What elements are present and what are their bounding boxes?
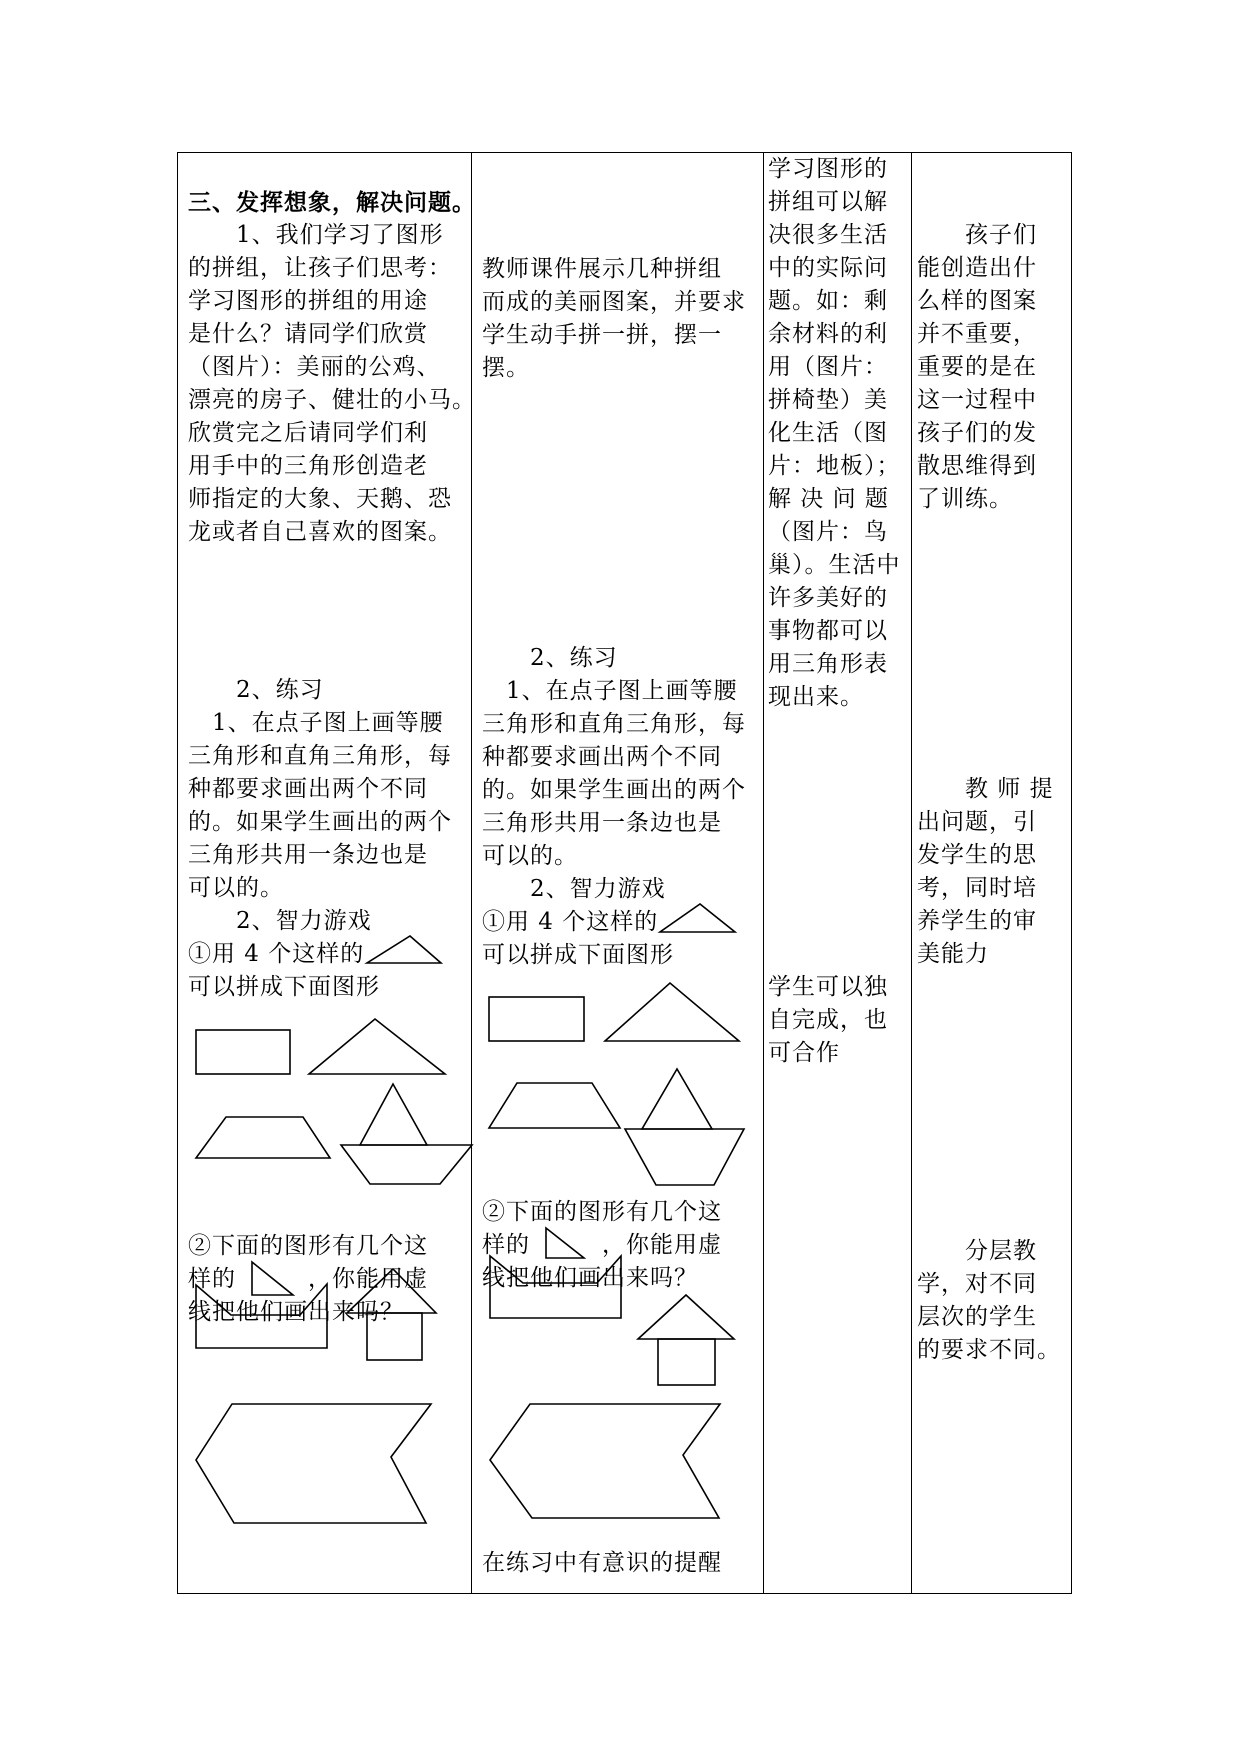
text-line: 中的实际问 (768, 255, 888, 281)
text-line: 题。如：剩 (768, 288, 888, 314)
col1-practice (188, 674, 452, 938)
text-line: 发学生的思 (917, 842, 1037, 868)
text-line: 孩子们的发 (917, 420, 1037, 446)
col3-text (768, 153, 901, 714)
text-line: 解 决 问 题 (768, 486, 889, 512)
text-line: 三角形共用一条边也是 (188, 842, 428, 868)
section-heading: 三、发挥想象，解决问题。 (188, 189, 476, 216)
col1-game2 (188, 1230, 428, 1329)
text-line: 散思维得到 (917, 453, 1037, 479)
column-divider (763, 152, 764, 1594)
text-line: ②下面的图形有几个这 (482, 1199, 722, 1225)
col2-game1-line: ①用 4 个这样的 (482, 909, 659, 935)
text-line: 的。如果学生画出的两个 (188, 809, 452, 835)
text-line: 能创造出什 (917, 255, 1037, 281)
text-line: 摆。 (482, 355, 530, 381)
text-line: 考，同时培 (917, 875, 1037, 901)
text-line: 片：地板）； (768, 453, 901, 479)
text-line: 教 师 提 (917, 776, 1054, 802)
text-line: 学，对不同 (917, 1271, 1037, 1297)
text-line: 样的 ，你能用虚 (482, 1232, 722, 1258)
col1-game1-line2: 可以拼成下面图形 (188, 974, 380, 1000)
text-line: （图片：鸟 (768, 519, 888, 545)
text-line: 决很多生活 (768, 222, 888, 248)
col2-practice (482, 642, 746, 906)
text-line: 种都要求画出两个不同 (188, 776, 428, 802)
col2-game1-line2: 可以拼成下面图形 (482, 942, 674, 968)
text-line: 现出来。 (768, 684, 864, 710)
text-line: 三角形和直角三角形，每 (188, 743, 452, 769)
column-divider (911, 152, 912, 1594)
text-line: 的。如果学生画出的两个 (482, 777, 746, 803)
text-line: 三角形和直角三角形，每 (482, 711, 746, 737)
text-line: 拼椅垫）美 (768, 387, 888, 413)
text-line: 漂亮的房子、健壮的小马。 (188, 387, 476, 413)
text-line: 用三角形表 (768, 651, 888, 677)
text-line: 是什么？请同学们欣赏 (188, 321, 428, 347)
col1-intro (188, 219, 476, 549)
text-line: 可以的。 (188, 875, 284, 901)
text-line: 线把他们画出来吗？ (482, 1265, 698, 1291)
text-line: 龙或者自己喜欢的图案。 (188, 519, 452, 545)
text-line: 2、智力游戏 (482, 876, 666, 902)
text-line: 样的 ，你能用虚 (188, 1266, 428, 1292)
text-line: 的拼组，让孩子们思考： (188, 255, 452, 281)
col4-text3 (917, 1235, 1061, 1367)
text-line: 用手中的三角形创造老 (188, 453, 428, 479)
text-line: 2、练习 (188, 677, 324, 703)
text-line: 事物都可以 (768, 618, 888, 644)
text-line: 学生动手拼一拼，摆一 (482, 322, 722, 348)
text-line: 师指定的大象、天鹅、恐 (188, 486, 452, 512)
text-line: 1、在点子图上画等腰 (482, 678, 738, 704)
text-line: 出问题，引 (917, 809, 1037, 835)
text-line: 学习图形的拼组的用途 (188, 288, 428, 314)
text-line: 么样的图案 (917, 288, 1037, 314)
text-line: 2、智力游戏 (188, 908, 372, 934)
text-line: 可以的。 (482, 843, 578, 869)
col4-text2 (917, 773, 1054, 971)
text-line: 这一过程中 (917, 387, 1037, 413)
text-line: 教师课件展示几种拼组 (482, 256, 722, 282)
text-line: 养学生的审 (917, 908, 1037, 934)
col2-game2 (482, 1196, 722, 1295)
text-line: 线把他们画出来吗？ (188, 1299, 404, 1325)
text-line: 化生活（图 (768, 420, 888, 446)
text-line: 而成的美丽图案，并要求 (482, 289, 746, 315)
text-line: 拼组可以解 (768, 189, 888, 215)
col4-text (917, 219, 1037, 516)
text-line: 重要的是在 (917, 354, 1037, 380)
text-line: 1、在点子图上画等腰 (188, 710, 444, 736)
text-line: ②下面的图形有几个这 (188, 1233, 428, 1259)
text-line: 1、我们学习了图形 (188, 222, 444, 248)
text-line: 2、练习 (482, 645, 618, 671)
text-line: 并不重要， (917, 321, 1037, 347)
col2-intro (482, 253, 746, 385)
text-line: （图片）：美丽的公鸡、 (188, 354, 441, 380)
text-line: 余材料的利 (768, 321, 888, 347)
col1-game1-line: ①用 4 个这样的 (188, 941, 365, 967)
text-line: 用（图片： (768, 354, 888, 380)
text-line: 学生可以独 (768, 974, 888, 1000)
text-line: 孩子们 (917, 222, 1037, 248)
text-line: 的要求不同。 (917, 1337, 1061, 1363)
text-line: 三角形共用一条边也是 (482, 810, 722, 836)
text-line: 种都要求画出两个不同 (482, 744, 722, 770)
text-line: 学习图形的 (768, 156, 888, 182)
text-line: 了训练。 (917, 486, 1013, 512)
text-line: 巢）。生活中 (768, 552, 901, 578)
col3-text2 (768, 971, 888, 1070)
col2-footer: 在练习中有意识的提醒 (482, 1550, 722, 1576)
text-line: 可合作 (768, 1040, 840, 1066)
text-line: 美能力 (917, 941, 989, 967)
text-line: 欣赏完之后请同学们利 (188, 420, 428, 446)
text-line: 许多美好的 (768, 585, 888, 611)
text-line: 自完成，也 (768, 1007, 888, 1033)
text-line: 分层教 (917, 1238, 1037, 1264)
text-line: 层次的学生 (917, 1304, 1037, 1330)
